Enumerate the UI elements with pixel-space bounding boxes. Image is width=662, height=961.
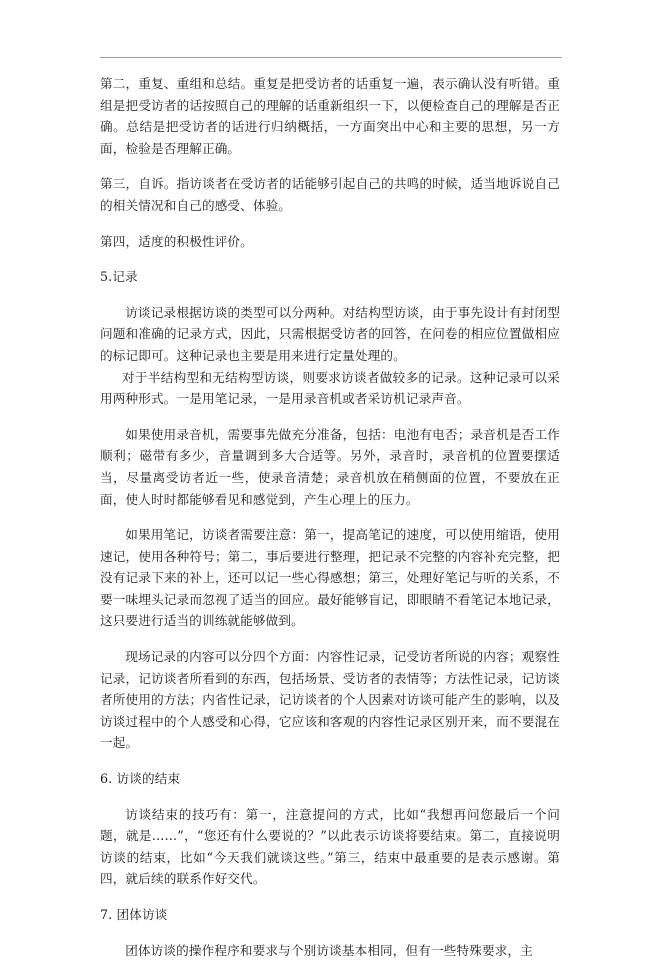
paragraph-self-disclosure: 第三，自诉。指访谈者在受访者的话能够引起自己的共鸣的时候，适当地诉说自己的相关情况和自己的感受、体验。	[100, 176, 560, 213]
paragraph-recording-types: 访谈记录根据访谈的类型可以分两种。对结构型访谈，由于事先设计有封闭型问题和准确的记录方式，因此，只需根据受访者的回答，在问卷的相应位置做相应的标记即可。这种记录也主要是用来进行定量处理的。	[100, 304, 560, 363]
section-heading-recording: 5.记录	[100, 269, 138, 285]
paragraph-record-content: 现场记录的内容可以分四个方面：内容性记录，记受访者所说的内容；观察性记录，记访谈者所看到的东西，包括场景、受访者的表情等；方法性记录，记访谈者所使用的方法；内省性记录，记访谈者的个人因素对访谈可能产生的影响，以及访谈过程中的个人感受和心得，它应该和客观的内容性记录区别开来，而不要混在一起。	[100, 649, 560, 751]
section-heading-group-interview: 7. 团体访谈	[100, 907, 168, 922]
paragraph-note-taking: 如果用笔记，访谈者需要注意：第一，提高笔记的速度，可以使用缩语，使用速记，使用各种符号；第二，事后要进行整理，把记录不完整的内容补充完整，把没有记录下来的补上，还可以记一些心得感想；第三，处理好笔记与听的关系，不要一味埋头记录而忽视了适当的回应。最好能够盲记，即眼睛不看笔记本地记录，这只要进行适当的训练就能够做到。	[100, 527, 560, 629]
paragraph-tape-recorder: 如果使用录音机，需要事先做充分准备，包括：电池有电否；录音机是否工作顺利；磁带有多少，音量调到多大合适等。另外，录音时，录音机的位置要摆适当，尽量离受访者近一些，使录音清楚；录音机放在稍侧面的位置，不要放在正面，使人时时都能够看见和感觉到，产生心理上的压力。	[100, 426, 560, 507]
paragraph-ending-techniques: 访谈结束的技巧有：第一，注意提问的方式，比如“我想再问您最后一个问题，就是……”，“您还有什么要说的？”以此表示访谈将要结束。第二，直接说明访谈的结束，比如“今天我们就谈这些。”第三，结束中最重要的是表示感谢。第四，就后续的联系作好交代。	[100, 806, 560, 887]
paragraph-positive-evaluation: 第四，适度的积极性评价。	[100, 233, 253, 249]
paragraph-repeat-summarize: 第二，重复、重组和总结。重复是把受访者的话重复一遍，表示确认没有听错。重组是把受访者的话按照自己的理解的话重新组织一下，以便检查自己的理解是否正确。总结是把受访者的话进行归纳概括，一方面突出中心和主要的思想，另一方面，检验是否理解正确。	[100, 76, 560, 156]
paragraph-semi-structured: 对于半结构型和无结构型访谈，则要求访谈者做较多的记录。这种记录可以采用两种形式。一是用笔记录，一是用录音机或者采访机记录声音。	[100, 369, 560, 407]
section-heading-ending: 6. 访谈的结束	[100, 771, 181, 787]
document-body	[100, 73, 560, 961]
paragraph-group-interview: 团体访谈的操作程序和要求与个别访谈基本相同，但有一些特殊要求，主	[125, 942, 533, 958]
header-rule	[100, 57, 562, 58]
